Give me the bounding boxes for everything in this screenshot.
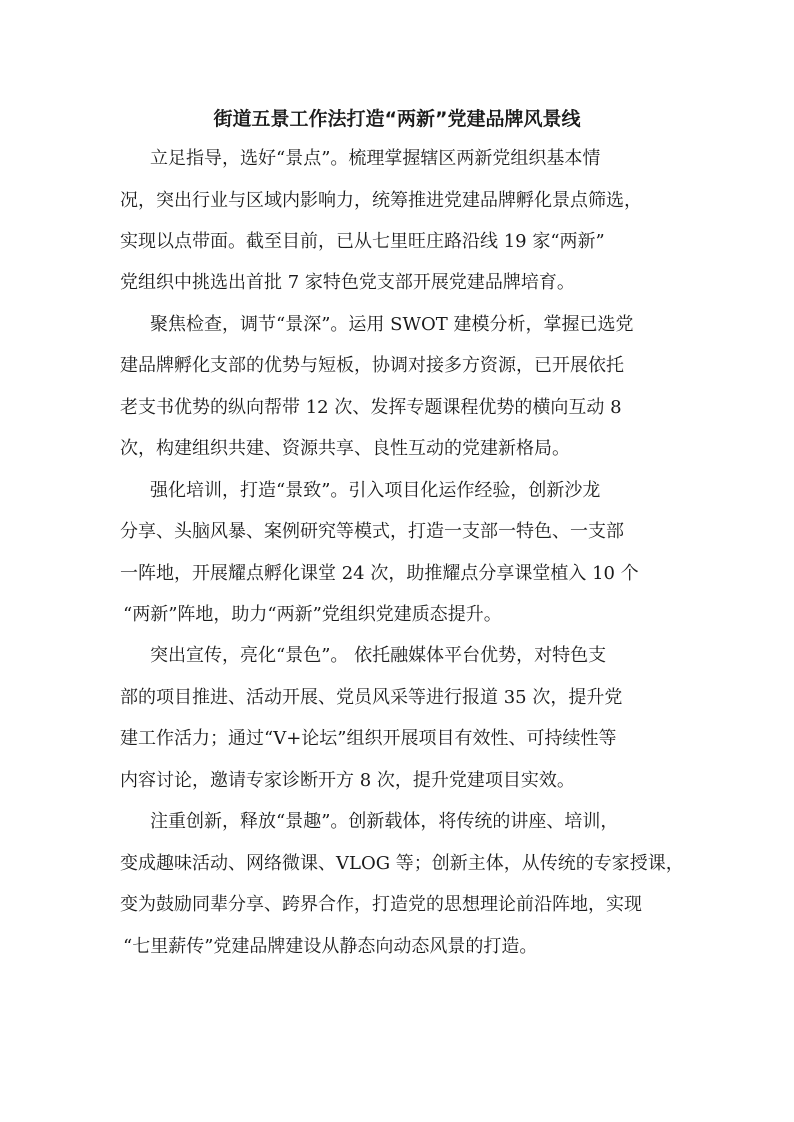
paragraph-3-line-2: 分享、头脑风暴、案例研究等模式，打造一支部一特色、一支部: [120, 521, 624, 542]
paragraph-2-line-4: 次，构建组织共建、资源共享、良性互动的党建新格局。: [120, 438, 570, 459]
paragraph-2-line-3: 老支书优势的纵向帮带 12 次、发挥专题课程优势的横向互动 8: [120, 397, 622, 418]
paragraph-1-line-4: 党组织中挑选出首批 7 家特色党支部开展党建品牌培育。: [120, 272, 575, 293]
paragraph-2-line-2: 建品牌孵化支部的优势与短板，协调对接多方资源，已开展依托: [120, 355, 624, 376]
paragraph-5-line-1: 注重创新，释放“景趣”。创新载体，将传统的讲座、培训，: [150, 811, 619, 832]
paragraph-2-line-1: 聚焦检查，调节“景深”。运用 SWOT 建模分析，掌握已选党: [150, 314, 634, 335]
paragraph-3-line-1: 强化培训，打造“景致”。引入项目化运作经验，创新沙龙: [150, 480, 601, 501]
paragraph-4-line-3: 建工作活力；通过“V+论坛”组织开展项目有效性、可持续性等: [120, 728, 617, 749]
paragraph-4-line-2: 部的项目推进、活动开展、党员风采等进行报道 35 次，提升党: [120, 687, 623, 708]
paragraph-4-line-1: 突出宣传，亮化“景色”。 依托融媒体平台优势，对特色支: [150, 645, 607, 666]
paragraph-1-line-3: 实现以点带面。截至目前，已从七里旺庄路沿线 19 家“两新”: [120, 231, 605, 252]
document-title: 街道五景工作法打造“两新”党建品牌风景线: [213, 108, 581, 130]
paragraph-1-line-2: 况，突出行业与区域内影响力，统筹推进党建品牌孵化景点筛选，: [120, 190, 642, 211]
paragraph-4-line-4: 内容讨论，邀请专家诊断开方 8 次，提升党建项目实效。: [120, 770, 575, 791]
paragraph-5-line-3: 变为鼓励同辈分享、跨界合作，打造党的思想理论前沿阵地，实现: [120, 894, 642, 915]
paragraph-3-line-4: “两新”阵地，助力“两新”党组织党建质态提升。: [123, 604, 502, 625]
paragraph-3-line-3: 一阵地，开展耀点孵化课堂 24 次，助推耀点分享课堂植入 10 个: [120, 563, 639, 584]
paragraph-1-line-1: 立足指导，选好“景点”。梳理掌握辖区两新党组织基本情: [150, 148, 601, 169]
paragraph-5-line-4: “七里薪传”党建品牌建设从静态向动态风景的打造。: [123, 936, 538, 957]
paragraph-5-line-2: 变成趣味活动、网络微课、VLOG 等；创新主体，从传统的专家授课，: [120, 853, 684, 874]
